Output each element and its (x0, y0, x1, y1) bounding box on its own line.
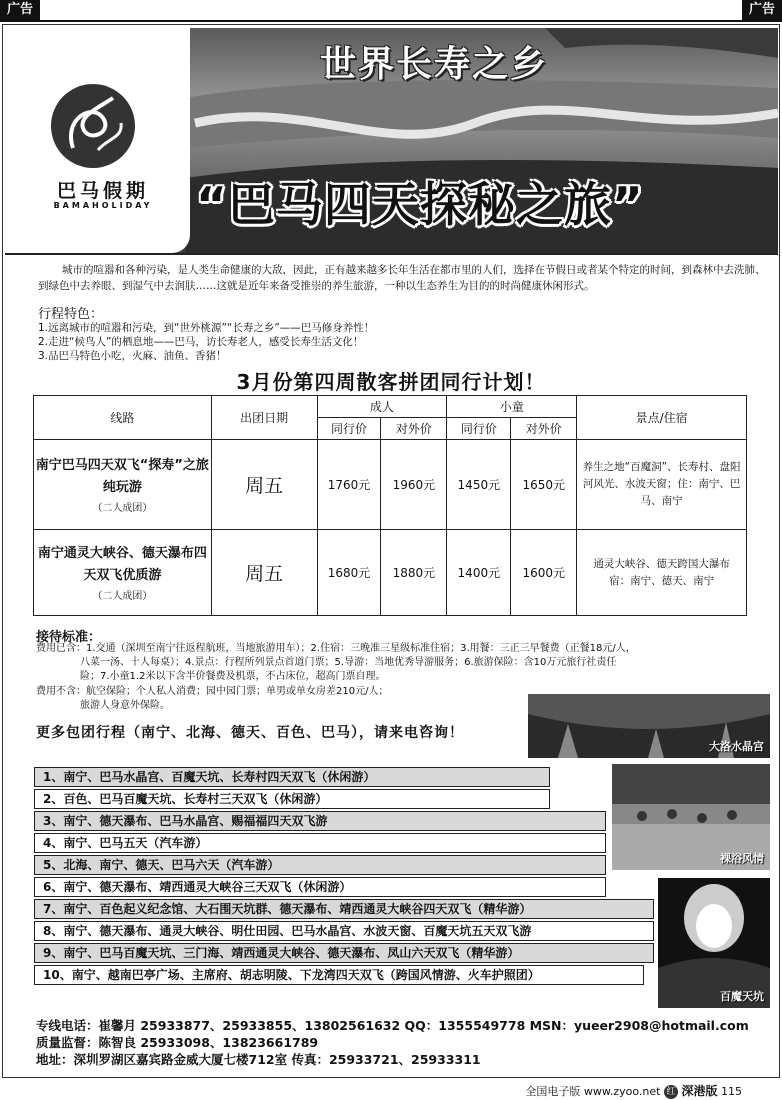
photo-crystal-palace (528, 694, 770, 758)
col-child-peer: 同行价 (447, 418, 511, 440)
col-date: 出团日期 (211, 396, 317, 440)
reception-line: 八菜一汤、十人每桌）；4.景点：行程所列景点首道门票；5.导游：当地优秀导游服务；6.旅游保险：含10万元旅行社责任 (80, 657, 617, 668)
footer-page-number: 115 (721, 1085, 742, 1098)
route-note: （二人成团） (92, 591, 153, 602)
child-peer-price: 1400元 (447, 530, 511, 616)
route-item: 2、百色、巴马百魔天坑、长寿村三天双飞（休闲游） (34, 789, 550, 809)
child-retail-price: 1600元 (511, 530, 577, 616)
route-item: 9、南宁、巴马百魔天坑、三门海、靖西通灵大峡谷、德天瀑布、凤山六天双飞（精华游） (34, 943, 654, 963)
plan-title (0, 366, 782, 395)
col-route: 线路 (34, 396, 212, 440)
reception-line: 费用不含：航空保险；个人私人消费；园中园门票；单男或单女房差210元/人； (36, 686, 389, 697)
footer-site: 全国电子版 www.zyoo.net (525, 1085, 661, 1098)
photo-caption: 百魔天坑 (720, 990, 764, 1003)
intro-paragraph: 城市的喧嚣和各种污染，是人类生命健康的大敌，因此，正有越来越多长年生活在都市里的人们，选择在节假日或者某个特定的时间，到森林中去洗肺、到绿色中去养眼、到湿气中去润肤……这就是近年来备受推崇的养生旅游，一种以生态养生为目的的时尚健康休闲形式。 (38, 264, 766, 292)
photo-bathing (612, 764, 770, 870)
hero-title: 世界长寿之乡 (320, 44, 549, 85)
route-item: 8、南宁、德天瀑布、通灵大峡谷、明仕田园、巴马水晶宫、水波天窗、百魔天坑五天双飞游 (34, 921, 654, 941)
col-spots: 景点/住宿 (577, 396, 747, 440)
more-routes-callout: 更多包团行程（南宁、北海、德天、百色、巴马），请来电咨询！ (36, 725, 464, 741)
table-row (34, 530, 747, 616)
depart-day: 周五 (211, 440, 317, 530)
route-item: 3、南宁、德天瀑布、巴马水晶宫、赐福福四天双飞游 (34, 811, 606, 831)
route-name: 南宁通灵大峡谷、德天瀑布四天双飞优质游 (37, 546, 207, 583)
adult-peer-price: 1760元 (317, 440, 381, 530)
route-note: （二人成团） (92, 503, 153, 514)
brand-name-en: BAMAHOLIDAY (53, 201, 153, 210)
footer-badge-icon: 红 (664, 1085, 678, 1099)
logo-card (5, 28, 190, 253)
col-child: 小童 (447, 396, 577, 418)
col-child-retail: 对外价 (511, 418, 577, 440)
plan-title-text: 3月份第四周散客拼团同行计划 (236, 370, 525, 394)
footer-edition: 深港版 (681, 1084, 718, 1098)
ad-label-right: 广告 (742, 0, 782, 20)
contact-address: 地址：深圳罗湖区嘉宾路金威大厦七楼712室 传真：25933721、25933311 (36, 1052, 481, 1067)
contact-hotline: 专线电话：崔馨月 25933877、25933855、13802561632 QQ：1355549778 MSN：yueer2908@hotmail.com (36, 1018, 749, 1033)
adult-retail-price: 1880元 (381, 530, 447, 616)
reception-line: 费用已含：1.交通（深圳至南宁往返程航班，当地旅游用车）；2.住宿：三晚准三星级标准住宿；3.用餐：三正三早餐费（正餐18元/人， (36, 643, 636, 654)
adult-retail-price: 1960元 (381, 440, 447, 530)
col-adult-peer: 同行价 (317, 418, 381, 440)
spots-lodging: 通灵大峡谷、德天跨国大瀑布 宿：南宁、德天、南宁 (577, 530, 747, 616)
route-item: 1、南宁、巴马水晶宫、百魔天坑、长寿村四天双飞（休闲游） (34, 767, 550, 787)
route-item: 4、南宁、巴马五天（汽车游） (34, 833, 606, 853)
child-peer-price: 1450元 (447, 440, 511, 530)
reception-line: 险；7.小童1.2米以下含半价餐费及机票，不占床位，超高门票自理。 (80, 671, 386, 682)
child-retail-price: 1650元 (511, 440, 577, 530)
plan-title-exclaim: ！ (524, 370, 546, 394)
price-table (33, 395, 747, 616)
col-adult: 成人 (317, 396, 447, 418)
hero-subtitle: “巴马四天探秘之旅” (196, 178, 644, 233)
route-item: 10、南宁、越南巴亭广场、主席府、胡志明陵、下龙湾四天双飞（跨国风情游、火车护照团） (34, 965, 644, 985)
adult-peer-price: 1680元 (317, 530, 381, 616)
depart-day: 周五 (211, 530, 317, 616)
feature-item: 3.品巴马特色小吃，火麻、油鱼、香猪！ (38, 350, 227, 362)
spots-lodging: 养生之地“百魔洞”、长寿村、盘阳河风光、水波天窗；住：南宁、巴马、南宁 (577, 440, 747, 530)
features-heading: 行程特色： (38, 307, 104, 322)
feature-item: 2.走进“候鸟人”的栖息地——巴马，访长寿老人，感受长寿生活文化！ (38, 336, 364, 348)
route-item: 6、南宁、德天瀑布、靖西通灵大峡谷三天双飞（休闲游） (34, 877, 606, 897)
route-item: 7、南宁、百色起义纪念馆、大石围天坑群、德天瀑布、靖西通灵大峡谷四天双飞（精华游） (34, 899, 654, 919)
table-row (34, 440, 747, 530)
brand-name-cn: 巴马假期 (56, 180, 149, 202)
top-rule (0, 20, 782, 22)
route-item: 5、北海、南宁、德天、巴马六天（汽车游） (34, 855, 606, 875)
photo-sinkhole (658, 878, 770, 1008)
reception-heading: 接待标准： (36, 630, 102, 645)
reception-line: 旅游人身意外保险。 (80, 700, 170, 711)
route-name: 南宁巴马四天双飞“探寿”之旅纯玩游 (35, 458, 209, 495)
bama-holiday-logo-icon (43, 78, 143, 173)
photo-caption: 裸浴风情 (720, 852, 764, 865)
page-footer (525, 1082, 742, 1099)
photo-caption: 大洛水晶宫 (709, 740, 764, 753)
ad-label-left: 广告 (0, 0, 40, 20)
feature-item: 1.远离城市的喧嚣和污染，到“世外桃源”“长寿之乡”——巴马修身养性！ (38, 322, 375, 334)
col-adult-retail: 对外价 (381, 418, 447, 440)
contact-supervision: 质量监督：陈智良 25933098、13823661789 (36, 1035, 319, 1050)
